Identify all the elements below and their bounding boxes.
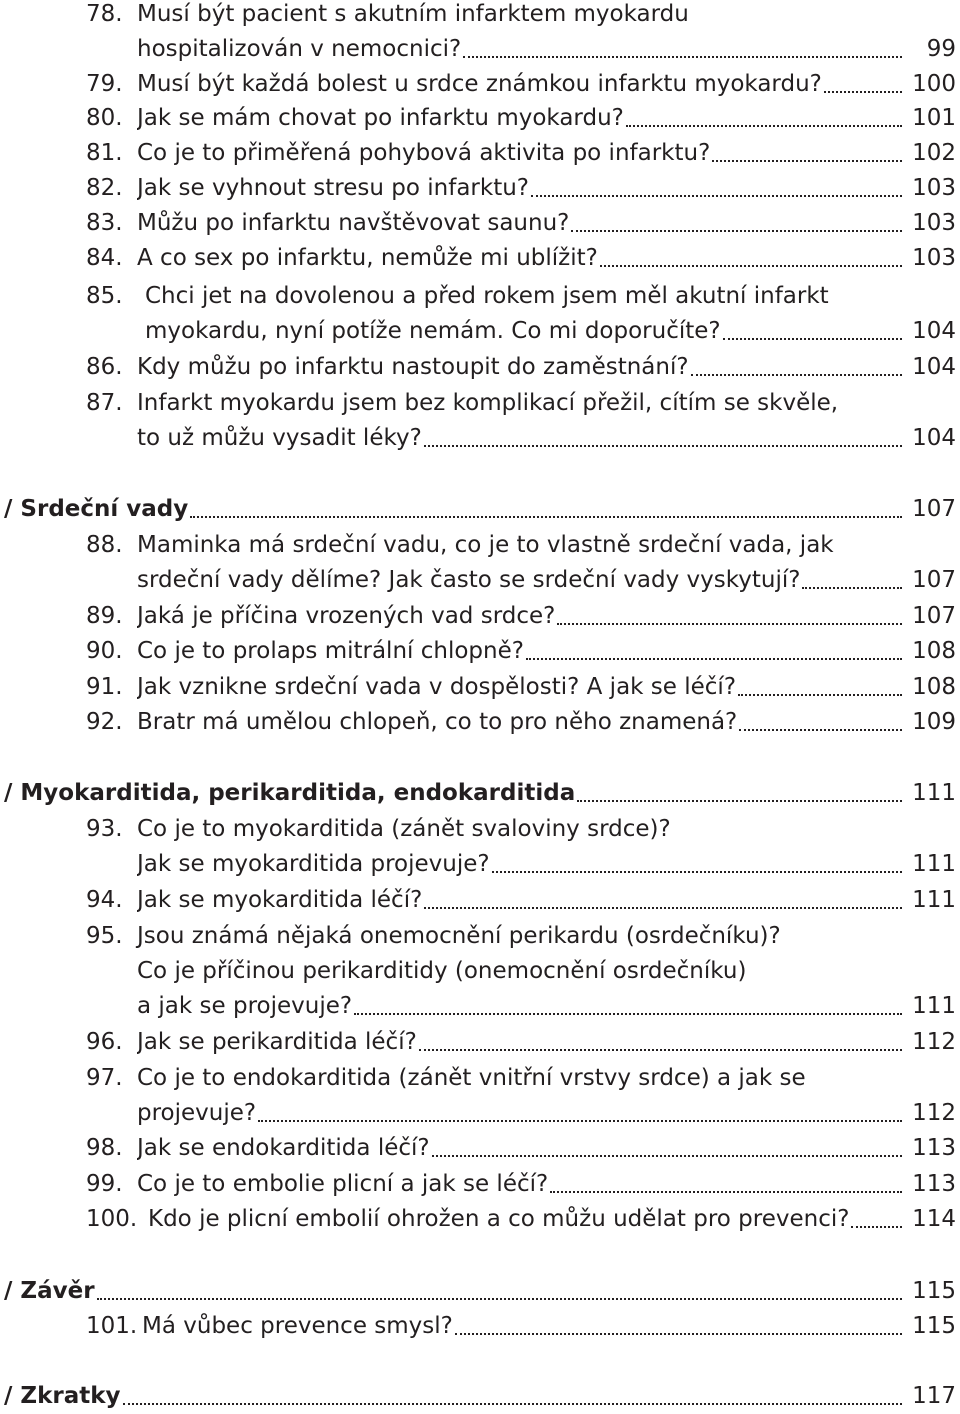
- leader-dots: [712, 160, 902, 162]
- entry-number: 85.: [86, 283, 123, 309]
- page-number: 99: [926, 36, 956, 62]
- leader-dots: [802, 587, 902, 589]
- page-number: 111: [912, 780, 956, 806]
- page-number: 102: [912, 140, 956, 166]
- toc-entry-88-cont: [0, 562, 960, 598]
- entry-title: Jak se perikarditida léčí?: [137, 1029, 417, 1055]
- entry-title: Co je to přiměřená pohybová aktivita po infarktu?: [137, 140, 711, 166]
- entry-title: Jak se endokarditida léčí?: [137, 1135, 430, 1161]
- page-number: 108: [912, 674, 956, 700]
- section-title: / Srdeční vady: [4, 496, 189, 522]
- toc-entry-95-cont: [0, 953, 960, 989]
- page-number: 113: [912, 1135, 956, 1161]
- entry-title: Můžu po infarktu navštěvovat saunu?: [137, 210, 570, 236]
- entry-title: Má vůbec prevence smysl?: [142, 1313, 453, 1339]
- entry-title: Jak se myokarditida léčí?: [137, 887, 423, 913]
- entry-number: 81.: [86, 140, 123, 166]
- entry-title: Musí být každá bolest u srdce známkou infarktu myokardu?: [137, 71, 822, 97]
- entry-number: 79.: [86, 71, 123, 97]
- toc-entry-96: [0, 1024, 960, 1060]
- entry-title: Kdy můžu po infarktu nastoupit do zaměstnání?: [137, 354, 689, 380]
- entry-title: to už můžu vysadit léky?: [137, 425, 422, 451]
- entry-number: 101.: [86, 1313, 138, 1339]
- page-number: 115: [912, 1313, 956, 1339]
- section-title: / Zkratky: [4, 1383, 121, 1409]
- toc-entry-100: [0, 1201, 960, 1237]
- leader-dots: [463, 56, 902, 58]
- entry-number: 86.: [86, 354, 123, 380]
- entry-number: 96.: [86, 1029, 123, 1055]
- entry-title: Co je to myokarditida (zánět svaloviny srdce)?: [137, 816, 671, 842]
- leader-dots: [526, 658, 902, 660]
- entry-title: Kdo je plicní embolií ohrožen a co můžu udělat pro prevenci?: [148, 1206, 850, 1232]
- section-heading-zaver: [0, 1273, 960, 1309]
- toc-entry-101: [0, 1308, 960, 1344]
- entry-title: Maminka má srdeční vadu, co je to vlastně srdeční vada, jak: [137, 532, 834, 558]
- leader-dots: [550, 1191, 902, 1193]
- entry-number: 99.: [86, 1171, 123, 1197]
- entry-title: Jak se vyhnout stresu po infarktu?: [137, 175, 529, 201]
- toc-entry-94: [0, 882, 960, 918]
- toc-entry-95: [0, 918, 960, 954]
- toc-entry-79: [0, 66, 960, 102]
- entry-title: Jak se myokarditida projevuje?: [137, 851, 490, 877]
- toc-entry-91: [0, 669, 960, 705]
- leader-dots: [492, 871, 902, 873]
- page-number: 104: [912, 425, 956, 451]
- page-number: 111: [912, 851, 956, 877]
- entry-title: Jaká je příčina vrozených vad srdce?: [137, 603, 556, 629]
- leader-dots: [190, 516, 902, 518]
- toc-entry-85: [0, 278, 960, 314]
- toc-entry-88: [0, 527, 960, 563]
- section-title: / Myokarditida, perikarditida, endokarditida: [4, 780, 576, 806]
- entry-title: Co je to embolie plicní a jak se léčí?: [137, 1171, 549, 1197]
- leader-dots: [739, 729, 902, 731]
- entry-number: 84.: [86, 245, 123, 271]
- entry-number: 92.: [86, 709, 123, 735]
- entry-number: 88.: [86, 532, 123, 558]
- toc-entry-78-cont: [0, 31, 960, 67]
- section-heading-myokarditida: [0, 775, 960, 811]
- toc-entry-97-cont: [0, 1095, 960, 1131]
- entry-number: 89.: [86, 603, 123, 629]
- page-number: 103: [912, 210, 956, 236]
- leader-dots: [424, 445, 902, 447]
- leader-dots: [738, 694, 902, 696]
- entry-number: 90.: [86, 638, 123, 664]
- leader-dots: [97, 1298, 902, 1300]
- leader-dots: [600, 265, 902, 267]
- leader-dots: [432, 1155, 902, 1157]
- entry-title: a jak se projevuje?: [137, 993, 353, 1019]
- page-number: 107: [912, 603, 956, 629]
- entry-title: Jak se mám chovat po infarktu myokardu?: [137, 105, 624, 131]
- entry-title: Jak vznikne srdeční vada v dospělosti? A jak se léčí?: [137, 674, 737, 700]
- page-number: 111: [912, 993, 956, 1019]
- leader-dots: [531, 195, 902, 197]
- entry-number: 98.: [86, 1135, 123, 1161]
- section-heading-srdecni-vady: [0, 491, 960, 527]
- entry-title: Infarkt myokardu jsem bez komplikací přežil, cítím se skvěle,: [137, 390, 839, 416]
- page-number: 111: [912, 887, 956, 913]
- page-number: 109: [912, 709, 956, 735]
- entry-title: myokardu, nyní potíže nemám. Co mi doporučíte?: [145, 318, 721, 344]
- entry-number: 80.: [86, 105, 123, 131]
- entry-number: 87.: [86, 390, 123, 416]
- leader-dots: [258, 1120, 902, 1122]
- leader-dots: [691, 374, 902, 376]
- page-number: 100: [912, 71, 956, 97]
- leader-dots: [354, 1013, 902, 1015]
- page-number: 104: [912, 354, 956, 380]
- toc-entry-92: [0, 704, 960, 740]
- leader-dots: [571, 230, 902, 232]
- entry-number: 82.: [86, 175, 123, 201]
- entry-title: Musí být pacient s akutním infarktem myokardu: [137, 1, 689, 27]
- toc-entry-90: [0, 633, 960, 669]
- leader-dots: [824, 91, 902, 93]
- page-number: 117: [912, 1383, 956, 1409]
- leader-dots: [424, 907, 902, 909]
- section-title: / Závěr: [4, 1278, 95, 1304]
- entry-number: 91.: [86, 674, 123, 700]
- leader-dots: [557, 623, 902, 625]
- leader-dots: [851, 1226, 902, 1228]
- entry-title: Bratr má umělou chlopeň, co to pro něho znamená?: [137, 709, 738, 735]
- entry-title: Co je příčinou perikarditidy (onemocnění osrdečníku): [137, 958, 747, 984]
- entry-number: 94.: [86, 887, 123, 913]
- page-number: 107: [912, 496, 956, 522]
- entry-number: 93.: [86, 816, 123, 842]
- toc-entry-80: [0, 100, 960, 136]
- entry-title: projevuje?: [137, 1100, 257, 1126]
- leader-dots: [455, 1333, 902, 1335]
- entry-title: Jsou známá nějaká onemocnění perikardu (osrdečníku)?: [137, 923, 781, 949]
- page-number: 103: [912, 175, 956, 201]
- entry-number: 97.: [86, 1065, 123, 1091]
- toc-entry-98: [0, 1130, 960, 1166]
- toc-entry-87-cont: [0, 420, 960, 456]
- section-heading-zkratky: [0, 1378, 960, 1414]
- toc-entry-93: [0, 811, 960, 847]
- entry-title: hospitalizován v nemocnici?: [137, 36, 462, 62]
- entry-title: A co sex po infarktu, nemůže mi ublížit?: [137, 245, 598, 271]
- entry-number: 83.: [86, 210, 123, 236]
- toc-entry-85-cont: [0, 313, 960, 349]
- page-number: 108: [912, 638, 956, 664]
- page-number: 112: [912, 1029, 956, 1055]
- toc-entry-86: [0, 349, 960, 385]
- page-number: 114: [912, 1206, 956, 1232]
- entry-title: Chci jet na dovolenou a před rokem jsem měl akutní infarkt: [145, 283, 829, 309]
- leader-dots: [419, 1049, 902, 1051]
- page-number: 104: [912, 318, 956, 344]
- toc-entry-97: [0, 1060, 960, 1096]
- entry-title: Co je to prolaps mitrální chlopně?: [137, 638, 524, 664]
- leader-dots: [626, 125, 902, 127]
- page-number: 103: [912, 245, 956, 271]
- entry-number: 95.: [86, 923, 123, 949]
- toc-entry-93-cont: [0, 846, 960, 882]
- page-number: 101: [912, 105, 956, 131]
- toc-entry-83: [0, 205, 960, 241]
- toc-entry-82: [0, 170, 960, 206]
- toc-entry-95-cont2: [0, 988, 960, 1024]
- leader-dots: [577, 800, 902, 802]
- page-number: 107: [912, 567, 956, 593]
- toc-entry-89: [0, 598, 960, 634]
- toc-entry-84: [0, 240, 960, 276]
- entry-number: 100.: [86, 1206, 138, 1232]
- page-number: 112: [912, 1100, 956, 1126]
- toc-entry-87: [0, 385, 960, 421]
- entry-number: 78.: [86, 1, 123, 27]
- toc-entry-81: [0, 135, 960, 171]
- page-number: 113: [912, 1171, 956, 1197]
- leader-dots: [723, 338, 902, 340]
- entry-title: Co je to endokarditida (zánět vnitřní vrstvy srdce) a jak se: [137, 1065, 806, 1091]
- toc-entry-99: [0, 1166, 960, 1202]
- toc-entry-78: [0, 0, 960, 32]
- entry-title: srdeční vady dělíme? Jak často se srdeční vady vyskytují?: [137, 567, 801, 593]
- page-number: 115: [912, 1278, 956, 1304]
- leader-dots: [123, 1403, 902, 1405]
